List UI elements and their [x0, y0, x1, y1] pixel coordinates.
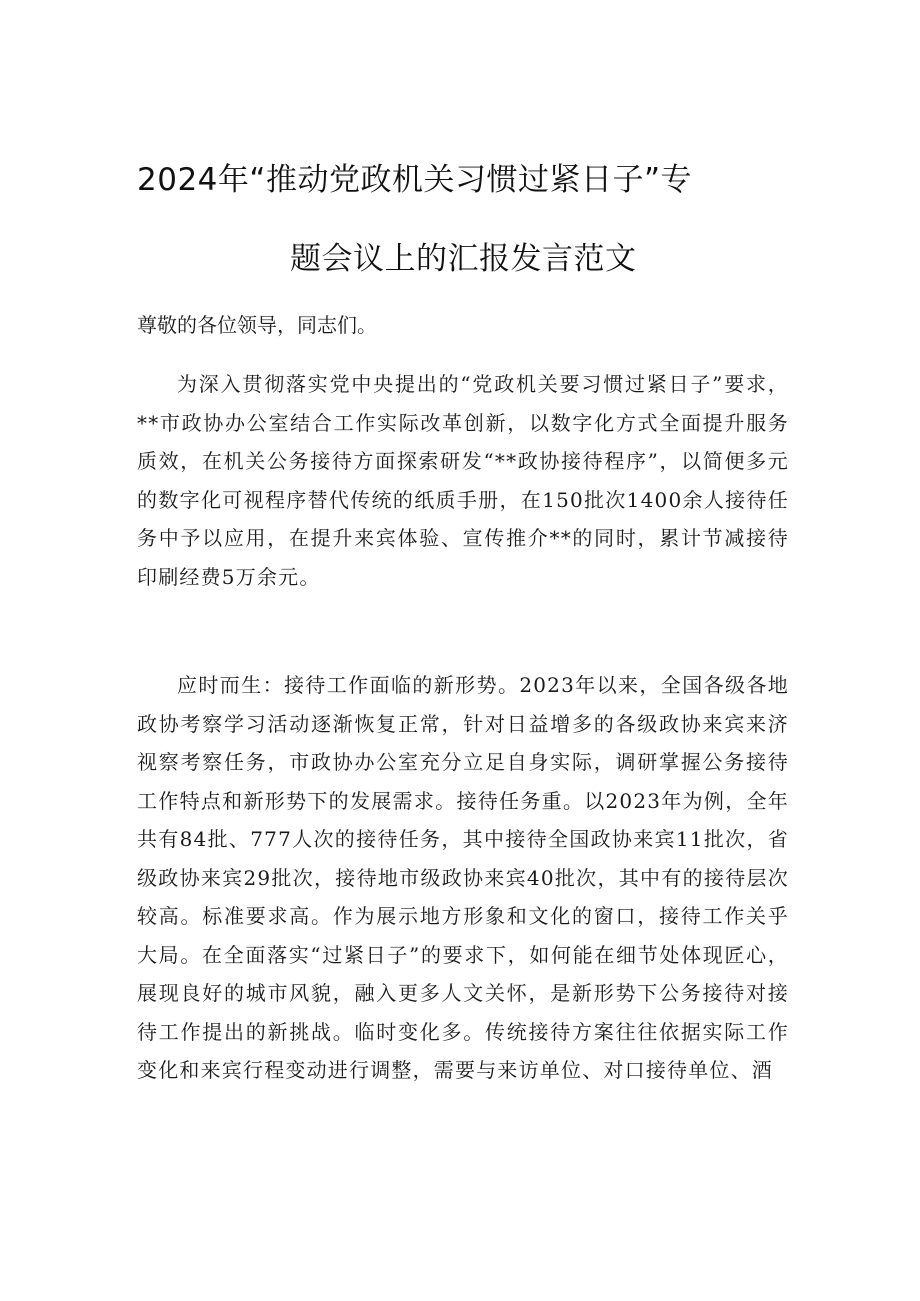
body-paragraph-2: 应时而生：接待工作面临的新形势。2023年以来，全国各级各地政协考察学习活动逐渐恢复正常，针对日益增多的各级政协来宾来济视察考察任务，市政协办公室充分立足自身实际，调研掌握公务接待工作特点和新形势下的发展需求。接待任务重。以2023年为例，全年共有84批、777人次的接待任务，其中接待全国政协来宾11批次，省级政协来宾29批次，接待地市级政协来宾40批次，其中有的接待层次较高。标准要求高。作为展示地方形象和文化的窗口，接待工作关乎大局。在全面落实“过紧日子”的要求下，如何能在细节处体现匠心，展现良好的城市风貌，融入更多人文关怀，是新形势下公务接待对接待工作提出的新挑战。临时变化多。传统接待方案往往依据实际工作变化和来宾行程变动进行调整，需要与来访单位、对口接待单位、酒 — [137, 673, 789, 1082]
greeting: 尊敬的各位领导，同志们。 — [137, 313, 377, 337]
body-paragraph-1: 为深入贯彻落实党中央提出的“党政机关要习惯过紧日子”要求，**市政协办公室结合工作实际改革创新，以数字化方式全面提升服务质效，在机关公务接待方面探索研发“**政协接待程序”，以简便多元的数字化可视程序替代传统的纸质手册，在150批次1400余人接待任务中予以应用，在提升来宾体验、宣传推介**的同时，累计节减接待印刷经费5万余元。 — [137, 372, 789, 589]
document-title-line-2: 题会议上的汇报发言范文 — [290, 241, 637, 277]
document-title-line-1: 2024年“推动党政机关习惯过紧日子”专 — [137, 162, 693, 198]
